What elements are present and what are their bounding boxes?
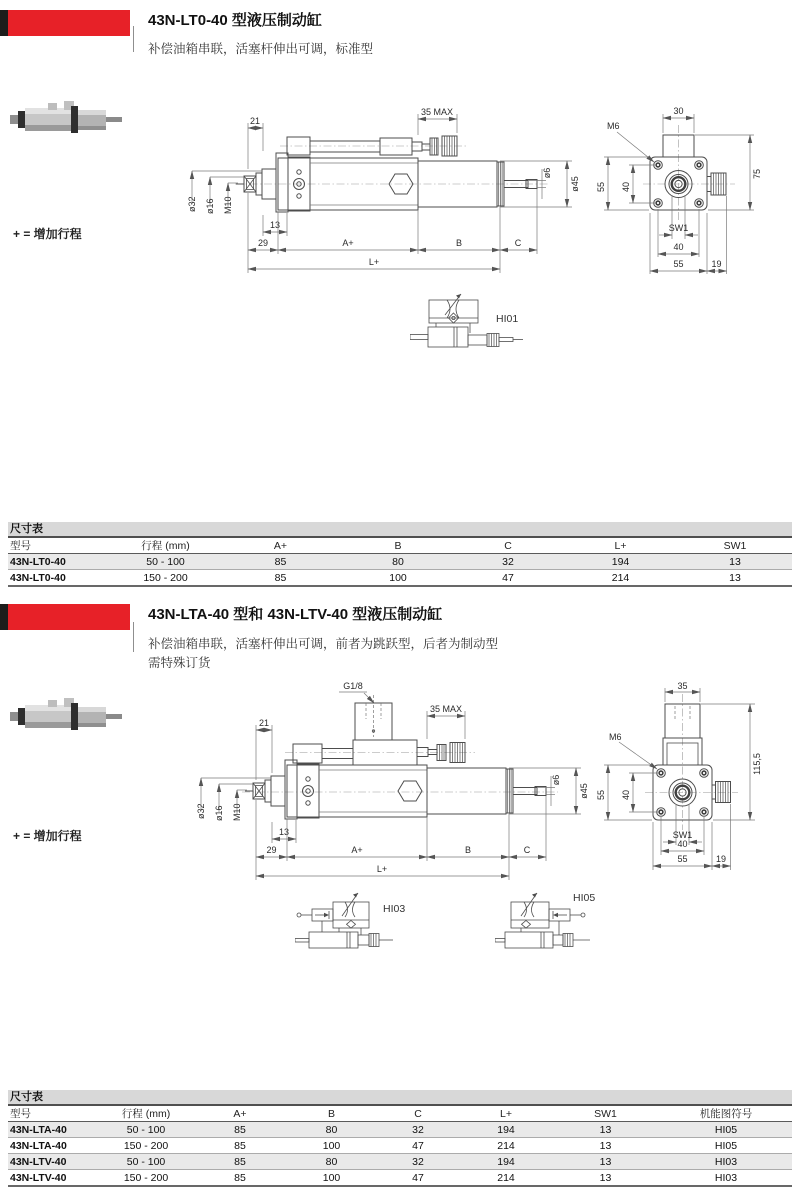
table-cell: 85 (192, 1138, 288, 1154)
table-cell: 50 - 100 (100, 1122, 192, 1138)
table-cell: 85 (218, 554, 343, 570)
section2-banner-black-edge (0, 604, 8, 630)
table-cell: 43N-LTV-40 (8, 1170, 100, 1187)
table-cell: 13 (551, 1154, 660, 1170)
dim-g18: G1/8 (343, 681, 363, 691)
dim-sw1: SW1 (668, 223, 689, 233)
table-cell: 85 (192, 1122, 288, 1138)
stroke-note-1: + = 增加行程 (13, 227, 82, 241)
dim-55-left: 55 (596, 181, 606, 193)
table-cell: 80 (288, 1154, 375, 1170)
dim-75: 75 (752, 168, 762, 180)
dim-13: 13 (269, 220, 281, 230)
table-cell: 43N-LTV-40 (8, 1154, 100, 1170)
column-header: A+ (218, 538, 343, 554)
dim-35max: 35 MAX (429, 704, 463, 714)
symbol-label-hi03: HI03 (383, 903, 406, 915)
dim-l-plus: L+ (368, 257, 380, 267)
dim-sw1: SW1 (672, 830, 693, 840)
dim-55-bottom: 55 (677, 854, 688, 864)
dim-29: 29 (266, 845, 277, 855)
dim-m10: M10 (223, 196, 233, 214)
column-header: C (375, 1106, 461, 1122)
dim-dia32: ø32 (187, 196, 197, 212)
dimension-table-2 (8, 1106, 792, 1187)
dim-c: C (523, 845, 531, 855)
dim-40-left: 40 (621, 181, 631, 193)
dim-dia6: ø6 (542, 167, 552, 179)
dim-b: B (464, 845, 472, 855)
symbol-label-hi05: HI05 (573, 892, 596, 904)
section2-subtitle-line1: 补偿油箱串联，活塞杆伸出可调，前者为跳跃型，后者为制动型 (148, 637, 499, 651)
column-header: 行程 (mm) (113, 538, 218, 554)
column-header: SW1 (678, 538, 792, 554)
dim-dia32: ø32 (196, 803, 206, 819)
table-cell: 13 (678, 570, 792, 587)
dim-m6: M6 (607, 121, 620, 131)
table-cell: 43N-LT0-40 (8, 570, 113, 587)
table-cell: 80 (288, 1122, 375, 1138)
table-cell: 150 - 200 (100, 1138, 192, 1154)
dim-a-plus: A+ (342, 238, 354, 248)
hydraulic-symbol-hi05 (495, 885, 620, 960)
table-cell: 47 (375, 1170, 461, 1187)
section2-title: 43N-LTA-40 型和 43N-LTV-40 型液压制动缸 (148, 606, 443, 623)
dimension-table-2-wrap (8, 1090, 792, 1187)
table-cell: 100 (288, 1170, 375, 1187)
section1-divider-line (133, 26, 134, 52)
table-cell: 194 (461, 1154, 551, 1170)
dim-40-left: 40 (621, 789, 631, 801)
dim-21: 21 (249, 116, 261, 126)
table-cell: 32 (375, 1154, 461, 1170)
end-view-drawing-2 (595, 680, 800, 880)
table-cell: 13 (551, 1138, 660, 1154)
table-row (8, 1154, 792, 1170)
dim-dia45: ø45 (579, 783, 589, 799)
table-cell: 194 (563, 554, 678, 570)
dim-115-5: 115,5 (752, 753, 762, 775)
table-cell: 32 (453, 554, 563, 570)
table-cell: 80 (343, 554, 453, 570)
symbol-label-hi01: HI01 (496, 313, 519, 325)
column-header: B (288, 1106, 375, 1122)
section1-subtitle: 补偿油箱串联，活塞杆伸出可调，标准型 (148, 42, 374, 56)
dim-dia45: ø45 (570, 176, 580, 192)
dim-19: 19 (711, 259, 722, 269)
table-row (8, 1170, 792, 1187)
column-header: L+ (461, 1106, 551, 1122)
dim-55-bottom: 55 (673, 259, 684, 269)
column-header: A+ (192, 1106, 288, 1122)
dim-21: 21 (258, 718, 270, 728)
table-cell: HI03 (660, 1170, 792, 1187)
dim-35max: 35 MAX (420, 107, 454, 117)
table-cell: HI03 (660, 1154, 792, 1170)
column-header: C (453, 538, 563, 554)
stroke-note-2: + = 增加行程 (13, 829, 82, 843)
table-cell: 214 (461, 1138, 551, 1154)
side-view-drawing-2 (180, 675, 600, 890)
dim-c: C (514, 238, 522, 248)
dim-dia16: ø16 (214, 805, 224, 821)
table-cell: 13 (551, 1170, 660, 1187)
table-cell: 43N-LTA-40 (8, 1138, 100, 1154)
dim-19: 19 (715, 854, 727, 864)
product-photo-1 (8, 98, 136, 143)
table-cell: HI05 (660, 1122, 792, 1138)
dim-35: 35 (677, 681, 688, 691)
column-header: 型号 (8, 538, 113, 554)
end-view-drawing-1 (595, 95, 800, 290)
table-cell: HI05 (660, 1138, 792, 1154)
table-row (8, 554, 792, 570)
dim-55-left: 55 (596, 789, 606, 801)
column-header: 机能图符号 (660, 1106, 792, 1122)
section1-banner-red (8, 10, 130, 36)
table-cell: 50 - 100 (113, 554, 218, 570)
table-cell: 150 - 200 (100, 1170, 192, 1187)
table-row (8, 570, 792, 587)
section2-subtitle-line2: 需特殊订货 (148, 656, 211, 670)
dim-a-plus: A+ (351, 845, 363, 855)
table-cell: 47 (375, 1138, 461, 1154)
table-cell: 43N-LTA-40 (8, 1122, 100, 1138)
dim-m6: M6 (609, 732, 622, 742)
table-cell: 50 - 100 (100, 1154, 192, 1170)
dim-m10: M10 (232, 803, 242, 821)
table-cell: 13 (551, 1122, 660, 1138)
column-header: L+ (563, 538, 678, 554)
column-header: 型号 (8, 1106, 100, 1122)
table-row (8, 1138, 792, 1154)
table-cell: 194 (461, 1122, 551, 1138)
section2-banner-red (8, 604, 130, 630)
section2-divider-line (133, 622, 134, 652)
dim-dia6: ø6 (551, 774, 561, 786)
dim-40-bottom: 40 (677, 839, 688, 849)
dim-13: 13 (278, 827, 290, 837)
table-cell: 13 (678, 554, 792, 570)
hydraulic-symbol-hi03 (295, 885, 420, 960)
table2-title-bar: 尺寸表 (8, 1090, 792, 1106)
table1-title-bar: 尺寸表 (8, 522, 792, 538)
table-cell: 43N-LT0-40 (8, 554, 113, 570)
table-cell: 85 (192, 1170, 288, 1187)
table-cell: 100 (288, 1138, 375, 1154)
section1-banner-black-edge (0, 10, 8, 36)
dimension-table-1 (8, 538, 792, 587)
dim-l-plus: L+ (376, 864, 388, 874)
column-header: SW1 (551, 1106, 660, 1122)
table-cell: 214 (461, 1170, 551, 1187)
dim-29: 29 (257, 238, 269, 248)
table-cell: 100 (343, 570, 453, 587)
column-header: 行程 (mm) (100, 1106, 192, 1122)
dim-30: 30 (673, 106, 684, 116)
side-view-drawing-1 (180, 95, 600, 290)
section1-title: 43N-LT0-40 型液压制动缸 (148, 12, 322, 29)
product-photo-2 (8, 695, 136, 740)
table-cell: 47 (453, 570, 563, 587)
table-cell: 32 (375, 1122, 461, 1138)
dim-40-bottom: 40 (673, 242, 684, 252)
table-cell: 214 (563, 570, 678, 587)
table-cell: 85 (218, 570, 343, 587)
table-cell: 150 - 200 (113, 570, 218, 587)
dim-dia16: ø16 (205, 198, 215, 214)
table-row (8, 1122, 792, 1138)
table-cell: 85 (192, 1154, 288, 1170)
dim-b: B (455, 238, 463, 248)
hydraulic-symbol-hi01 (410, 285, 545, 365)
column-header: B (343, 538, 453, 554)
dimension-table-1-wrap (8, 522, 792, 587)
